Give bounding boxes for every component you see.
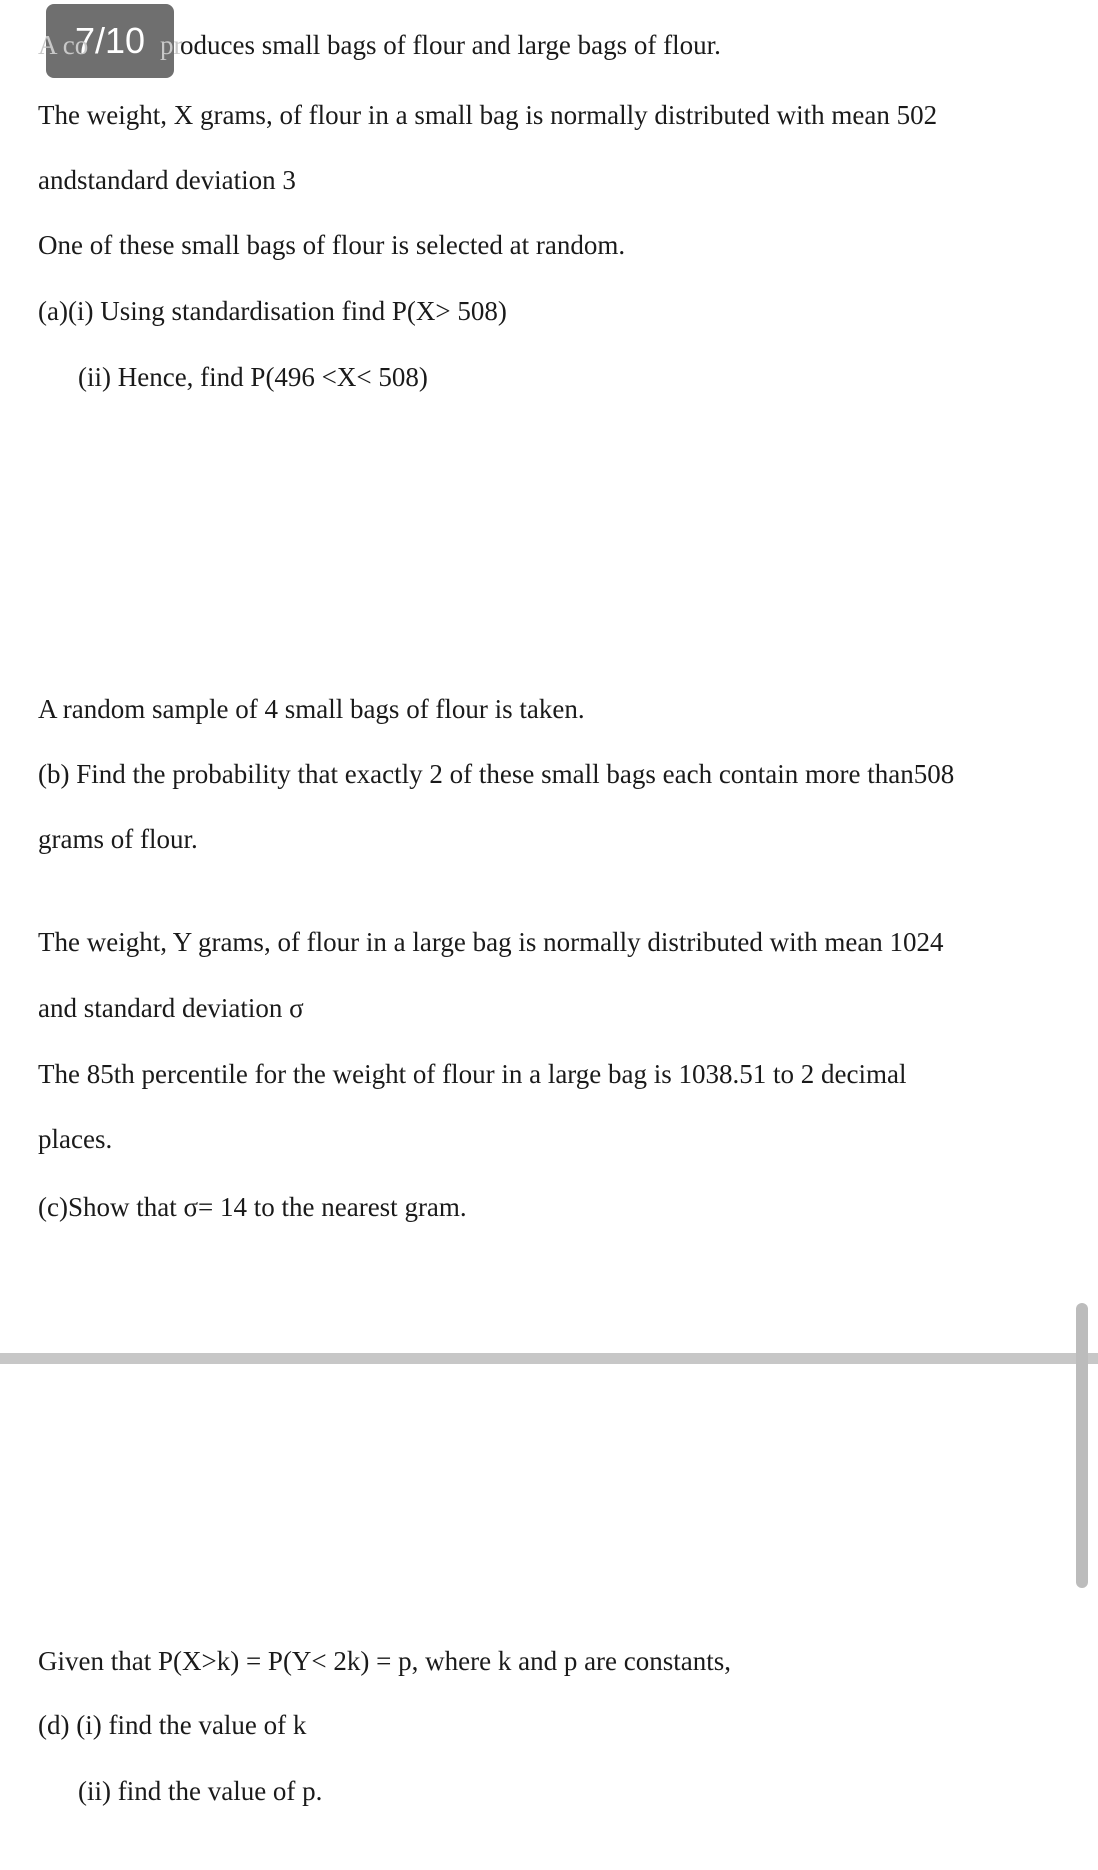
percentile-line-1: The 85th percentile for the weight of flour in a large bag is 1038.51 to 2 decimal (38, 1059, 907, 1089)
percentile-line-2: places. (38, 1124, 113, 1154)
part-d-ii: (ii) find the value of p. (78, 1776, 323, 1806)
large-bag-line-2: and standard deviation σ (38, 993, 304, 1023)
scrollbar-thumb[interactable] (1076, 1303, 1088, 1588)
page-indicator-badge: 7/10 (46, 4, 174, 78)
part-b-line-1: (b) Find the probability that exactly 2 of these small bags each contain more than508 (38, 759, 955, 789)
question-intro-hidden-2: pr (160, 30, 183, 60)
part-d-i: (d) (i) find the value of k (38, 1710, 307, 1740)
part-a-i: (a)(i) Using standardisation find P(X> 508) (38, 296, 507, 326)
page-divider (0, 1353, 1098, 1364)
given-line: Given that P(X>k) = P(Y< 2k) = p, where k and p are constants, (38, 1646, 732, 1676)
question-line-2: The weight, X grams, of flour in a small bag is normally distributed with mean 502 (38, 100, 938, 130)
sample-line: A random sample of 4 small bags of flour is taken. (38, 694, 585, 724)
part-a-ii: (ii) Hence, find P(496 <X< 508) (78, 362, 428, 392)
part-b-line-2: grams of flour. (38, 824, 198, 854)
question-intro-hidden: A co (38, 30, 89, 60)
question-line-3: andstandard deviation 3 (38, 165, 296, 195)
part-c: (c)Show that σ= 14 to the nearest gram. (38, 1192, 467, 1222)
question-line-4: One of these small bags of flour is selected at random. (38, 230, 626, 260)
question-intro: oduces small bags of flour and large bags of flour. (180, 30, 721, 60)
large-bag-line-1: The weight, Y grams, of flour in a large bag is normally distributed with mean 1024 (38, 927, 944, 957)
